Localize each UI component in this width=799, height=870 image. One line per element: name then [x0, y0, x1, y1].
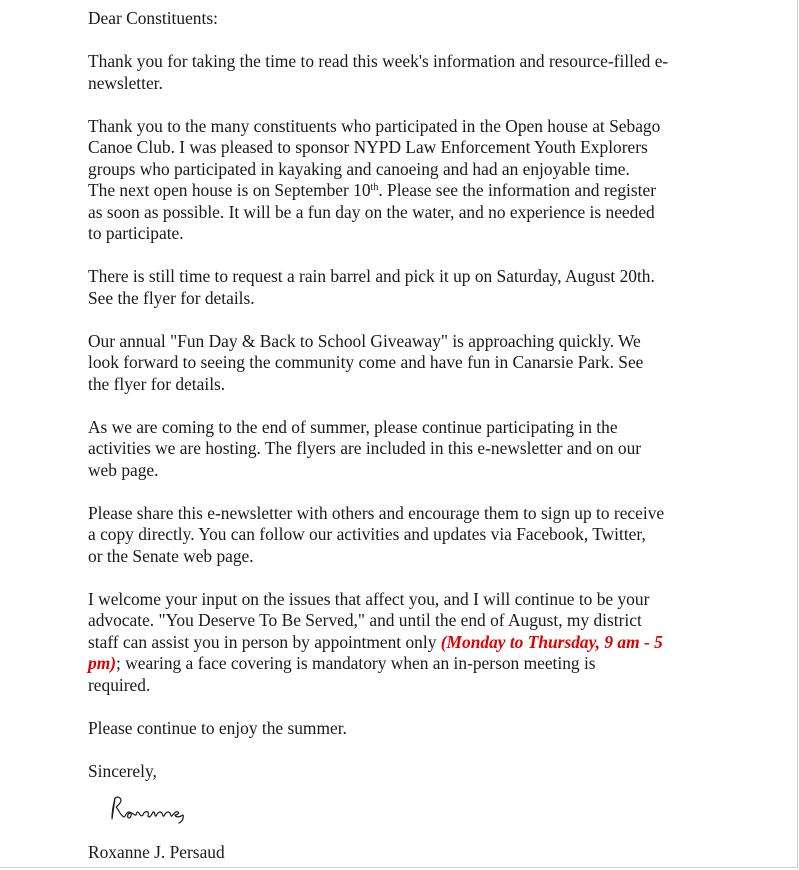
office-hours-highlight: (Monday to Thursday, 9 am - 5	[440, 631, 663, 652]
paragraph-share-newsletter: Please share this e-newsletter with others and encourage them to sign up to receive a copy directly. You can follow our activities and updates via Facebook, Twitter, or the Senate web page.	[88, 502, 665, 566]
closing: Sincerely,	[88, 760, 157, 781]
paragraph-fun-day: Our annual "Fun Day & Back to School Giveaway" is approaching quickly. We look forward to seeing the community come and have fun in Canarsie Park. See the flyer for details.	[88, 330, 644, 394]
paragraph-end-of-summer: As we are coming to the end of summer, please continue participating in the activities we are hosting. The flyers are included in this e-newsletter and on our web page.	[88, 416, 642, 480]
paragraph-welcome-input: I welcome your input on the issues that affect you, and I will continue to be your advocate. "You Deserve To Be Served," and until the end of August, my district staff can assist you in person by appointment only (Monday to Thursday, 9 am - 5 pm); wearing a face covering is mandatory when an in-person meeting is required.	[88, 588, 663, 695]
newsletter-letter	[88, 8, 718, 864]
office-hours-highlight-end: pm)	[88, 653, 117, 673]
paragraph-enjoy-summer: Please continue to enjoy the summer.	[88, 717, 347, 738]
open-house-date-line: The next open house is on September 10th. Please see the information and register	[88, 180, 657, 200]
paragraph-open-house: Thank you to the many constituents who participated in the Open house at Sebago Canoe Club. I was pleased to sponsor NYPD Law Enforcement Youth Explorers groups who participated in kayaking and canoeing and had an enjoyable time. The next open house is on September 10th. Please see the information and register as soon as possible. It will be a fun day on the water, and no experience is needed to participate.	[88, 116, 718, 245]
greeting: Dear Constituents:	[88, 8, 218, 28]
handwritten-signature	[106, 792, 718, 828]
paragraph-thank-you-reading: Thank you for taking the time to read this week's information and resource-filled e- newsletter.	[88, 51, 669, 93]
signer-name: Roxanne J. Persaud	[88, 842, 225, 862]
paragraph-rain-barrel: There is still time to request a rain barrel and pick it up on Saturday, August 20th. See the flyer for details.	[88, 266, 655, 308]
